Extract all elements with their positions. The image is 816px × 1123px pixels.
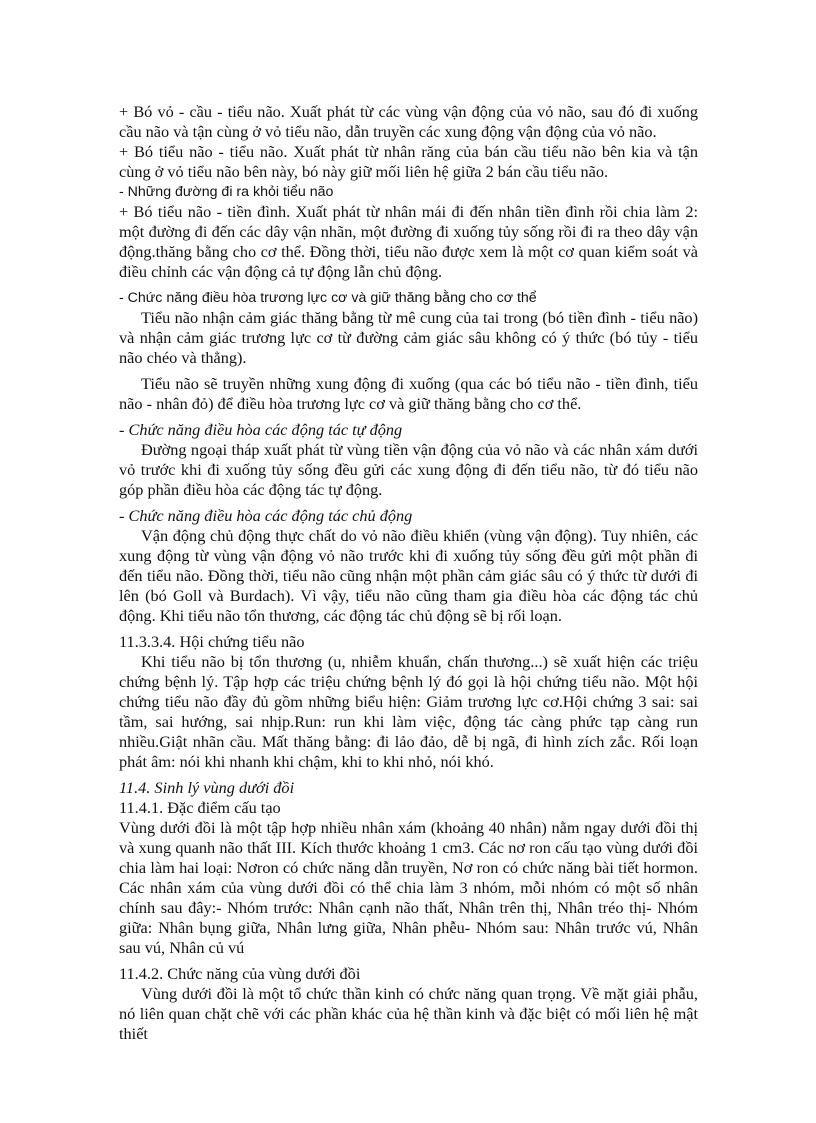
- paragraph-van-dong-chu-dong: Vận động chủ động thực chất do vỏ não điều khiển (vùng vận động). Tuy nhiên, các xung động từ vùng vận động vỏ não trước khi đi xuống tủy sống đều gửi một phần đi đến tiểu não. Đồng thời, tiểu não cũng nhận một phần cảm giác sâu có ý thức từ dưới đi lên (bó Goll và Burdach). Vì vậy, tiểu não cũng tham gia điều hòa các động tác chủ động. Khi tiểu não tổn thương, các động tác chủ động sẽ bị rối loạn.: [119, 526, 698, 625]
- paragraph-hoi-chung-tieu-nao: Khi tiểu não bị tổn thương (u, nhiễm khuẩn, chấn thương...) sẽ xuất hiện các triệu chứng bệnh lý. Tập hợp các triệu chứng bệnh lý đó gọi là hội chứng tiểu não. Một hội chứng tiểu não đầy đủ gồm những biểu hiện: Giảm trương lực cơ.Hội chứng 3 sai: sai tầm, sai hướng, sai nhịp.Run: run khi làm việc, động tác càng phức tạp càng run nhiều.Giật nhãn cầu. Mất thăng bằng: đi lảo đảo, dễ bị ngã, đi hình zích zắc. Rối loạn phát âm: nói khi nhanh khi chậm, khi to khi nhỏ, nói khó.: [119, 652, 698, 771]
- section-heading-vung-duoi-doi: 11.4. Sinh lý vùng dưới đồi: [119, 778, 295, 797]
- paragraph-duong-ngoai-thap: Đường ngoại tháp xuất phát từ vùng tiền vận động của vỏ não và các nhân xám dưới vỏ trước khi đi xuống tủy sống đều gửi các xung động đi đến tiểu não, từ đó tiểu não góp phần điều hòa các động tác tự động.: [119, 440, 698, 499]
- paragraph-bo-tieu-nao-tien-dinh: + Bó tiểu não - tiền đình. Xuất phát từ nhân mái đi đến nhân tiền đình rồi chia làm 2: một đường đi đến các dây vận nhãn, một đường đi xuống tủy sống rồi đi ra theo dây vận động.thăng bằng cho cơ thể. Đồng thời, tiểu não được xem là một cơ quan kiểm soát và điều chỉnh các vận động cả tự động lẫn chủ động.: [119, 202, 698, 281]
- paragraph-truyen-xung-dong: Tiểu não sẽ truyền những xung động đi xuống (qua các bó tiểu não - tiền đình, tiểu não - nhân đỏ) để điều hòa trương lực cơ và giữ thăng bằng cho cơ thể.: [119, 374, 698, 413]
- paragraph-chuc-nang: Vùng dưới đồi là một tổ chức thần kinh có chức năng quan trọng. Về mặt giải phẫu, nó liên quan chặt chẽ với các phần khác của hệ thần kinh và đặc biệt có mối liên hệ mật thiết: [119, 984, 698, 1043]
- section-heading-chuc-nang: 11.4.2. Chức năng của vùng dưới đồi: [119, 964, 361, 983]
- subheading-duong-ra: - Những đường đi ra khỏi tiểu não: [119, 184, 334, 200]
- subheading-dong-tac-chu-dong: - Chức năng điều hòa các động tác chủ động: [119, 506, 413, 525]
- section-heading-dac-diem: 11.4.1. Đặc điểm cấu tạo: [119, 798, 281, 817]
- section-heading-hoi-chung: 11.3.3.4. Hội chứng tiểu não: [119, 632, 305, 651]
- subheading-truong-luc-co: - Chức năng điều hòa trương lực cơ và giữ thăng bằng cho cơ thể: [119, 290, 537, 306]
- paragraph-bo-vo-cau-tieu-nao: + Bó vỏ - cầu - tiểu não. Xuất phát từ các vùng vận động của vỏ não, sau đó đi xuống cầu não và tận cùng ở vỏ tiểu não, dẫn truyền các xung động vận động của vỏ não.: [119, 102, 698, 141]
- page-body: [119, 102, 698, 1044]
- paragraph-nhan-cam-giac: Tiểu não nhận cảm giác thăng bằng từ mê cung của tai trong (bó tiền đình - tiểu não) và nhận cảm giác trương lực cơ từ đường cảm giác sâu không có ý thức (bó tủy - tiểu não chéo và thẳng).: [119, 308, 698, 367]
- paragraph-bo-tieu-nao-tieu-nao: + Bó tiểu não - tiểu não. Xuất phát từ nhân răng của bán cầu tiểu não bên kia và tận cùng ở vỏ tiểu não bên này, bó này giữ mối liên hệ giữa 2 bán cầu tiểu não.: [119, 142, 698, 181]
- paragraph-dac-diem-cau-tao: Vùng dưới đồi là một tập hợp nhiều nhân xám (khoảng 40 nhân) nằm ngay dưới đồi thị và xung quanh não thất III. Kích thước khoảng 1 cm3. Các nơ ron cấu tạo vùng dưới đồi chia làm hai loại: Nơron có chức năng dẫn truyền, Nơ ron có chức năng bài tiết hormon. Các nhân xám của vùng dưới đồi có thể chia làm 3 nhóm, mỗi nhóm có một số nhân chính sau đây:- Nhóm trước: Nhân cạnh não thất, Nhân trên thị, Nhân tréo thị- Nhóm giữa: Nhân bụng giữa, Nhân lưng giữa, Nhân phễu- Nhóm sau: Nhân trước vú, Nhân sau vú, Nhân củ vú: [119, 818, 698, 957]
- subheading-dong-tac-tu-dong: - Chức năng điều hòa các động tác tự động: [119, 420, 403, 439]
